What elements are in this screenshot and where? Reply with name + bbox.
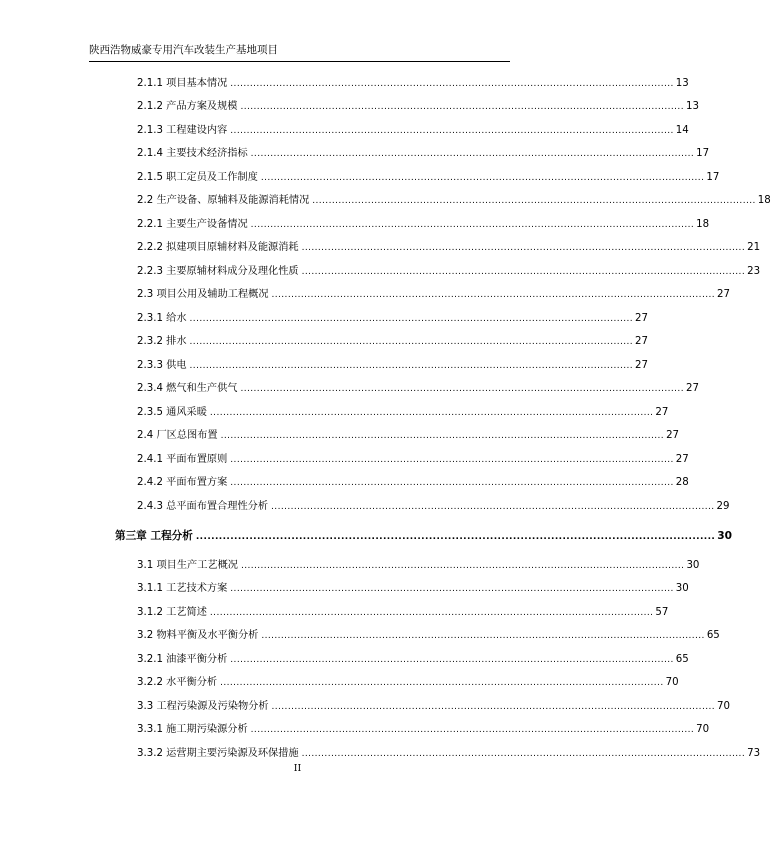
toc-entry-title: 第三章 工程分析 [115, 530, 193, 542]
toc-leader-dots: ........................................................................................................................................ [189, 361, 634, 371]
toc-entry[interactable] [137, 700, 730, 714]
toc-entry-title: 2.2.1 主要生产设备情况 [137, 219, 248, 230]
toc-entry[interactable] [137, 194, 771, 208]
toc-entry-title: 2.3.4 燃气和生产供气 [137, 383, 238, 394]
toc-leader-dots: ........................................................................................................................................ [301, 243, 746, 253]
toc-leader-dots: ........................................................................................................................................ [209, 408, 654, 418]
toc-entry[interactable] [137, 100, 699, 114]
toc-entry[interactable] [137, 359, 648, 373]
toc-entry[interactable] [137, 265, 761, 279]
toc-entry[interactable] [137, 335, 648, 349]
toc-entry[interactable] [137, 723, 710, 737]
toc-leader-dots: ........................................................................................................................................ [230, 455, 674, 465]
toc-leader-dots: ........................................................................................................................................ [240, 561, 685, 571]
toc-leader-dots: ........................................................................................................................................ [240, 102, 684, 112]
toc-leader-dots: ........................................................................................................................................ [301, 267, 746, 277]
toc-leader-dots: ........................................................................................................................................ [220, 431, 665, 441]
toc-leader-dots: ........................................................................................................................................ [230, 79, 674, 89]
toc-entry[interactable] [137, 629, 720, 643]
toc-entry-title: 3.1.2 工艺简述 [137, 607, 207, 618]
toc-entry-title: 2.1.3 工程建设内容 [137, 125, 228, 136]
toc-entry-page: 57 [655, 607, 669, 618]
toc-entry-page: 30 [686, 560, 700, 571]
toc-entry-page: 27 [655, 407, 669, 418]
toc-leader-dots: ........................................................................................................................................ [189, 314, 634, 324]
toc-entry-page: 70 [696, 724, 710, 735]
toc-entry-page: 27 [675, 454, 689, 465]
toc-entry[interactable] [137, 241, 761, 255]
toc-entry-page: 27 [685, 383, 699, 394]
toc-entry[interactable] [137, 147, 710, 161]
toc-leader-dots: ........................................................................................................................................ [230, 478, 674, 488]
toc-entry[interactable] [137, 453, 689, 467]
toc-entry-page: 65 [675, 654, 689, 665]
toc-entry-title: 3.3 工程污染源及污染物分析 [137, 701, 269, 712]
toc-leader-dots: ........................................................................................................................................ [250, 725, 695, 735]
toc-entry[interactable] [137, 747, 761, 761]
page-header-title: 陕西浩物威豪专用汽车改装生产基地项目 [89, 44, 278, 56]
toc-entry[interactable] [137, 606, 669, 620]
toc-leader-dots: ........................................................................................................................................ [230, 584, 674, 594]
toc-entry-page: 27 [635, 313, 648, 324]
toc-entry[interactable] [137, 124, 689, 138]
toc-entry-page: 14 [675, 125, 689, 136]
toc-entry-page: 13 [675, 78, 689, 89]
toc-leader-dots: ........................................................................................................................................ [230, 655, 674, 665]
toc-entry-title: 3.3.1 施工期污染源分析 [137, 724, 248, 735]
toc-leader-dots: ........................................................................................................................................ [271, 290, 715, 300]
toc-leader-dots: ........................................................................................................................................ [261, 631, 705, 641]
toc-entry-page: 30 [717, 530, 732, 542]
toc-entry[interactable] [137, 653, 689, 667]
toc-entry-page: 13 [685, 101, 699, 112]
toc-entry-title: 3.1 项目生产工艺概况 [137, 560, 238, 571]
toc-leader-dots: ........................................................................................................................................ [260, 173, 705, 183]
toc-entry-title: 2.4 厂区总图布置 [137, 430, 218, 441]
toc-entry-page: 21 [747, 242, 761, 253]
toc-entry-title: 3.2.1 油漆平衡分析 [137, 654, 228, 665]
toc-entry[interactable] [137, 288, 730, 302]
toc-chapter-entry[interactable] [115, 530, 732, 544]
toc-entry-page: 30 [675, 583, 689, 594]
toc-entry-page: 17 [706, 172, 720, 183]
toc-leader-dots: ........................................................................................................................................ [195, 532, 716, 542]
toc-entry[interactable] [137, 218, 710, 232]
toc-entry-page: 70 [717, 701, 730, 712]
toc-entry-title: 3.2 物料平衡及水平衡分析 [137, 630, 259, 641]
toc-entry-title: 2.1.5 职工定员及工作制度 [137, 172, 258, 183]
toc-entry[interactable] [137, 406, 669, 420]
toc-leader-dots: ........................................................................................................................................ [220, 678, 664, 688]
toc-leader-dots: ........................................................................................................................................ [189, 337, 634, 347]
toc-entry-page: 17 [696, 148, 710, 159]
toc-entry-page: 27 [635, 336, 648, 347]
toc-entry[interactable] [137, 500, 730, 514]
toc-leader-dots: ........................................................................................................................................ [271, 702, 715, 712]
toc-entry-page: 18 [757, 195, 771, 206]
toc-entry[interactable] [137, 559, 700, 573]
toc-entry[interactable] [137, 312, 648, 326]
toc-entry-title: 2.3.5 通风采暖 [137, 407, 207, 418]
toc-entry-title: 2.1.2 产品方案及规模 [137, 101, 238, 112]
toc-leader-dots: ........................................................................................................................................ [250, 149, 695, 159]
toc-entry-title: 2.4.1 平面布置原则 [137, 454, 228, 465]
toc-entry-page: 27 [635, 360, 648, 371]
toc-leader-dots: ........................................................................................................................................ [301, 749, 746, 759]
toc-entry-title: 2.2.2 拟建项目原辅材料及能源消耗 [137, 242, 299, 253]
toc-entry-page: 29 [716, 501, 730, 512]
toc-leader-dots: ........................................................................................................................................ [209, 608, 654, 618]
toc-entry-title: 2.3.2 排水 [137, 336, 187, 347]
toc-entry-page: 65 [706, 630, 720, 641]
toc-entry-title: 2.1.1 项目基本情况 [137, 78, 228, 89]
toc-entry-title: 2.3.3 供电 [137, 360, 187, 371]
toc-entry-page: 27 [717, 289, 730, 300]
toc-entry[interactable] [137, 77, 689, 91]
toc-entry-title: 2.2.3 主要原辅材料成分及理化性质 [137, 266, 299, 277]
toc-entry-page: 73 [747, 748, 761, 759]
toc-entry[interactable] [137, 582, 689, 596]
toc-leader-dots: ........................................................................................................................................ [240, 384, 684, 394]
toc-leader-dots: ........................................................................................................................................ [271, 502, 715, 512]
toc-entry-title: 2.1.4 主要技术经济指标 [137, 148, 248, 159]
toc-entry-page: 28 [675, 477, 689, 488]
toc-entry[interactable] [137, 429, 680, 443]
toc-entry-title: 2.2 生产设备、原辅料及能源消耗情况 [137, 195, 310, 206]
toc-leader-dots: ........................................................................................................................................ [250, 220, 695, 230]
toc-entry[interactable] [137, 476, 689, 490]
toc-entry-title: 2.4.3 总平面布置合理性分析 [137, 501, 269, 512]
toc-entry-page: 18 [696, 219, 710, 230]
toc-entry-title: 3.1.1 工艺技术方案 [137, 583, 228, 594]
page-number: II [293, 763, 302, 774]
toc-entry[interactable] [137, 676, 679, 690]
header-rule [89, 61, 510, 62]
toc-entry-title: 3.2.2 水平衡分析 [137, 677, 218, 688]
toc-leader-dots: ........................................................................................................................................ [230, 126, 674, 136]
toc-entry-title: 2.3.1 给水 [137, 313, 187, 324]
toc-entry[interactable] [137, 171, 720, 185]
toc-entry-title: 3.3.2 运营期主要污染源及环保措施 [137, 748, 299, 759]
toc-entry-page: 70 [665, 677, 679, 688]
toc-entry[interactable] [137, 382, 699, 396]
toc-entry-title: 2.4.2 平面布置方案 [137, 477, 228, 488]
toc-entry-page: 27 [666, 430, 680, 441]
toc-entry-page: 23 [747, 266, 761, 277]
toc-leader-dots: ........................................................................................................................................ [312, 196, 756, 206]
toc-entry-title: 2.3 项目公用及辅助工程概况 [137, 289, 269, 300]
